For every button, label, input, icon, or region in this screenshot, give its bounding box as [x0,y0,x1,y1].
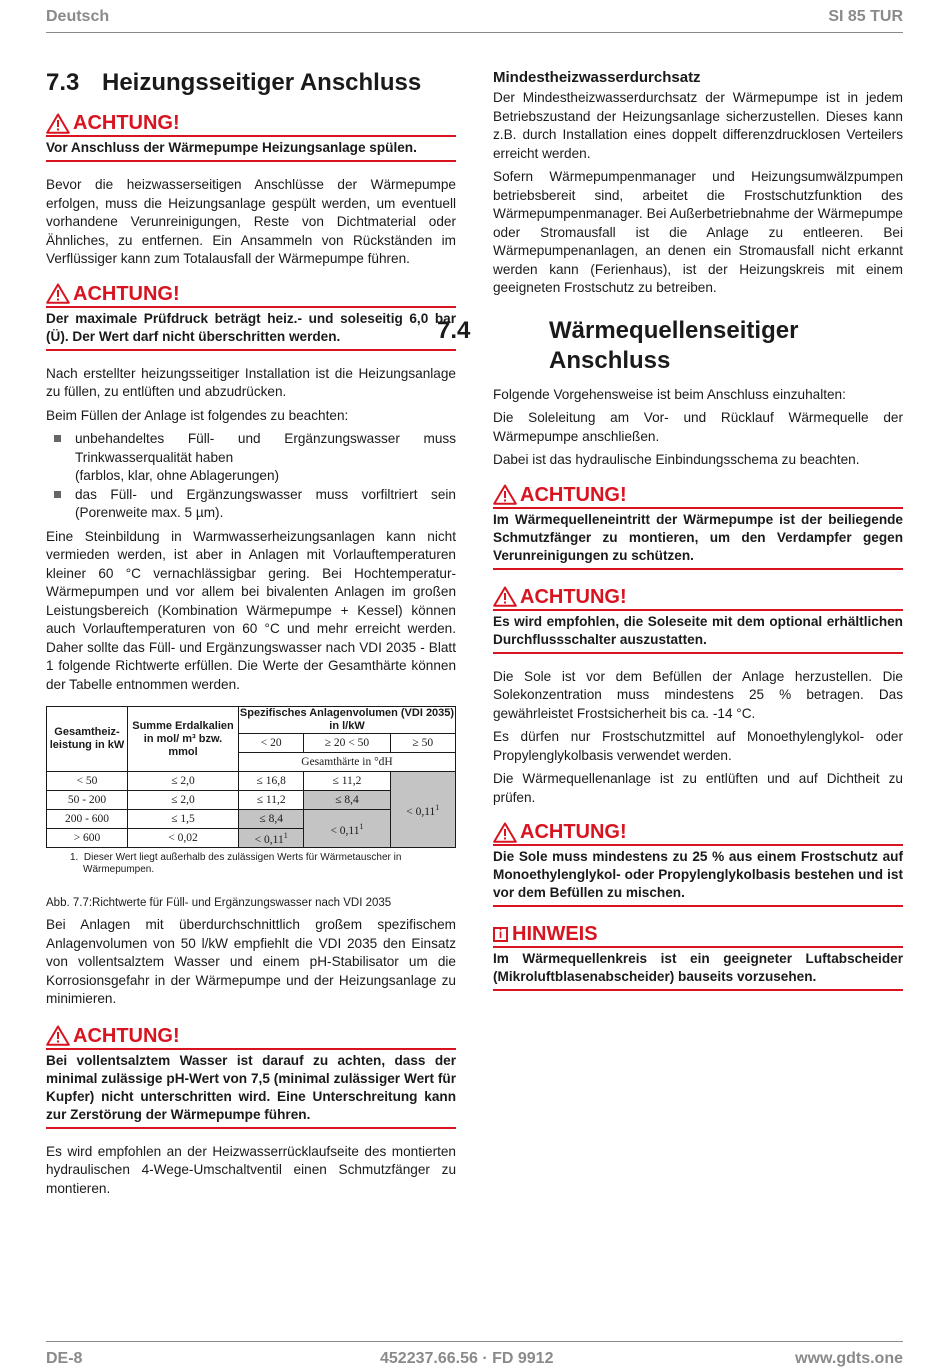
list-item: das Füll- und Ergänzungswasser muss vorfiltriert sein (Porenweite max. 5 µm). [46,486,456,523]
table-cell: ≤ 2,0 [128,772,239,791]
table-cell: ≤ 8,4 [239,810,304,829]
page-header [46,8,903,33]
footer-website: www.gdts.one [795,1350,903,1367]
table-cell: > 600 [47,829,128,848]
table-subheader: < 20 [239,734,304,753]
table-cell: < 50 [47,772,128,791]
warning-triangle-icon [46,1025,70,1046]
paragraph: Nach erstellter heizungsseitiger Installation ist die Heizungsanlage zu füllen, zu entlüften und abzudrücken. [46,365,456,399]
paragraph: Es dürfen nur Frostschutzmittel auf Monoethylenglykol- oder Propylenglykolbasis verwendet werden. [493,729,903,763]
warning-label: ACHTUNG! [73,112,180,134]
warning-flow-switch [493,586,903,654]
table-cell: ≤ 11,2 [304,772,390,791]
header-model: SI 85 TUR [828,8,903,25]
table-cell-merged: < $0,11^1$ [390,772,455,848]
warning-text: Bei vollentsalztem Wasser ist darauf zu achten, dass der minimal zulässige pH-Wert von 7,5 (minimal zulässiger Wert für Kupfer) nicht unterschritten wird. Eine Unterschreitung kann zur Zerstörung der Wärmepumpe führen. [46,1052,456,1122]
table-subheader: Gesamthärte in °dH [239,753,456,772]
paragraph: Die Wärmequellenanlage ist zu entlüften und auf Dichtheit zu prüfen. [493,771,903,805]
section-7-4-title: 7.4 Wärmequellenseitiger Anschluss [437,316,799,374]
table-cell: ≤ 1,5 [128,810,239,829]
paragraph: Folgende Vorgehensweise ist beim Anschluss einzuhalten: [493,386,846,402]
warning-triangle-icon [46,113,70,134]
table-cell: ≤ 2,0 [128,791,239,810]
warning-triangle-icon [493,484,517,505]
table-footnote: 1. Dieser Wert liegt außerhalb des zulässigen Werts für Wärmetauscher in Wärmepumpen. [70,852,402,875]
table-cell: 200 - 600 [47,810,128,829]
warning-dirt-trap [493,484,903,570]
paragraph: Eine Steinbildung in Warmwasserheizungsanlagen kann nicht vermieden werden, ist aber in Anlagen mit Vorlauftemperaturen kleiner 60 °C vernachlässigbar gering. Bei Hochtemperatur-Wärmepumpen und vor allem bei bivalenten Anlagen im großen Leistungsbereich (Kombination Wärmepumpe + Kessel) können auch Vorlauftemperaturen von 60 °C und mehr erreicht werden. Daher sollte das Füll- und Ergänzungswasser nach VDI 2035 - Blatt 1 folgende Richtwerte erfüllen. Die Werte der Gesamthärte können der Tabelle entnommen werden. [46,528,456,692]
warning-label: ACHTUNG! [520,585,627,608]
table-header: Spezifisches Anlagenvolumen (VDI 2035) in l/kW [239,707,455,732]
table-cell-merged: < $0,11^1$ [304,810,390,848]
paragraph: Der Mindestheizwasserdurchsatz der Wärmepumpe ist in jedem Betriebszustand der Heizungsanlage sicherzustellen. Dieses kann z.B. durch Installation eines doppelt differenzdrucklosen Verteilers erreicht werden. [493,90,903,161]
table-cell: < 0,02 [128,829,239,848]
table-cell: ≤ 8,4 [304,791,390,810]
subsection-title: Mindestheizwasserdurchsatz [493,69,701,86]
header-language: Deutsch [46,8,110,25]
warning-triangle-icon [46,283,70,304]
warning-triangle-icon [493,586,517,607]
hint-air-separator [493,923,903,991]
warning-label: ACHTUNG! [520,821,627,843]
table-header: Summe Erdalkalien in mol/ m³ bzw. mmol [128,707,239,772]
paragraph: Es wird empfohlen an der Heizwasserrücklaufseite des montierten hydraulischen 4-Wege-Umschaltventil einen Schmutzfänger zu montieren. [46,1143,456,1196]
table-cell: ≤ 11,2 [239,791,304,810]
warning-text: Im Wärmequelleneintritt der Wärmepumpe ist der beiliegende Schmutzfänger zu montieren, um den Verdampfer gegen Verunreinigungen zu schützen. [493,511,903,563]
table-cell: ≤ 16,8 [239,772,304,791]
list-item: unbehandeltes Füll- und Ergänzungswasser muss Trinkwasserqualität haben (farblos, klar, ohne Ablagerungen) [46,430,456,486]
info-icon: i [493,927,508,942]
hint-label: HINWEIS [512,923,598,945]
page-footer [46,1341,903,1366]
table-subheader: ≥ 20 < 50 [304,734,390,753]
table-cell: < $0,11^1$ [239,829,304,848]
table-subheader: ≥ 50 [390,734,455,753]
warning-label: ACHTUNG! [73,282,180,305]
table-row [47,772,456,791]
paragraph: Die Soleleitung am Vor- und Rücklauf Wärmequelle der Wärmepumpe anschließen. [493,410,903,444]
warning-label: ACHTUNG! [73,1024,180,1047]
warning-text: Der maximale Prüfdruck beträgt heiz.- und soleseitig 6,0 bar (Ü). Der Wert darf nicht überschritten werden. [46,310,456,344]
warning-flush-system [46,112,456,162]
footer-page-number: DE-8 [46,1350,83,1367]
warning-test-pressure [46,283,456,351]
warning-brine-antifreeze [493,821,903,907]
paragraph: Dabei ist das hydraulische Einbindungsschema zu beachten. [493,452,860,467]
section-7-3-title: 7.3 Heizungsseitiger Anschluss [46,69,422,96]
warning-text: Vor Anschluss der Wärmepumpe Heizungsanlage spülen. [46,140,417,155]
warning-text: Die Sole muss mindestens zu 25 % aus einem Frostschutz auf Monoethylenglykol- oder Propylenglykolbasis bestehen und ist vor dem Befüllen zu mischen. [493,849,903,900]
warning-demineralized-water [46,1025,456,1129]
paragraph: Sofern Wärmepumpenmanager und Heizungsumwälzpumpen betriebsbereit sind, arbeitet die Frostschutzfunktion des Wärmepumpenmanager. Bei Außerbetriebnahme der Wärmepumpe oder Stromausfall ist die Anlage zu entleeren. Bei Wärmepumpenanlagen, an denen ein Stromausfall nicht erkannt werden kann (Ferienhaus), ist der Heizungskreis mit einem geeigneten Frostschutz zu betreiben. [493,169,903,295]
paragraph: Bei Anlagen mit überdurchschnittlich großem spezifischem Anlagenvolumen von 50 l/kW empfiehlt die VDI 2035 den Einsatz von vollentsalztem Wasser und einem pH-Stabilisator um die Korrosionsgefahr in der Wärmepumpe und der Heizungsanlage zu minimieren. [46,917,456,1006]
figure-caption: Abb. 7.7:Richtwerte für Füll- und Ergänzungswasser nach VDI 2035 [46,897,392,909]
warning-text: Es wird empfohlen, die Soleseite mit dem optional erhältlichen Durchflussschalter auszustatten. [493,613,903,647]
footer-doc-number: 452237.66.56 · FD 9912 [380,1350,554,1367]
fill-requirements-list [46,430,456,523]
table-cell: 50 - 200 [47,791,128,810]
table-header: Gesamtheiz-leistung in kW [47,707,128,772]
hint-text: Im Wärmequellenkreis ist ein geeigneter Luftabscheider (Mikroluftblasenabscheider) bauseits vorzusehen. [493,951,903,984]
right-column [437,68,903,991]
warning-triangle-icon [493,822,517,843]
warning-label: ACHTUNG! [520,483,627,506]
paragraph: Bevor die heizwasserseitigen Anschlüsse der Wärmepumpe erfolgen, muss die Heizungsanlage gespült werden, um eventuell vorhandene Verunreinigungen, Reste von Dichtmaterial oder Ähnliches, zu entfernen. Ein Ansammeln von Rückständen im Verflüssiger kann zum Totalausfall der Wärmepumpe führen. [46,177,456,266]
water-guideline-table [46,706,456,848]
paragraph: Beim Füllen der Anlage ist folgendes zu beachten: [46,407,349,423]
left-column [46,68,456,1203]
paragraph: Die Sole ist vor dem Befüllen der Anlage herzustellen. Die Solekonzentration muss mindestens 25 % betragen. Das gewährleistet Frostsicherheit bis ca. -14 °C. [493,668,903,721]
